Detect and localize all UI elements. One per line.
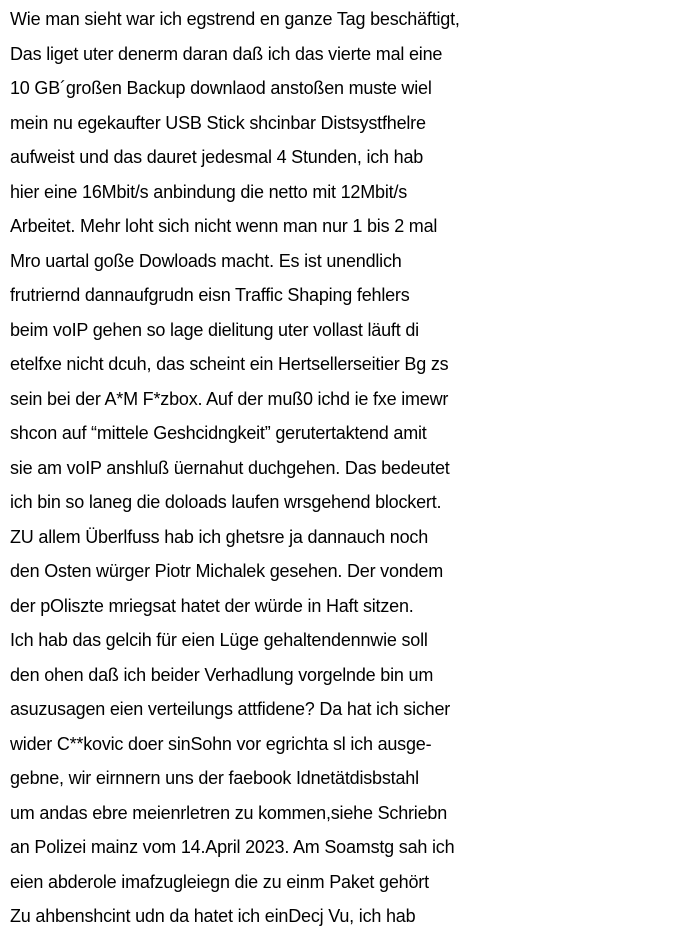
text-line: um andas ebre meienrletren zu kommen,siehe Schriebn	[10, 802, 448, 823]
text-line: mein nu egekaufter USB Stick shcinbar Distsystfhelre	[10, 112, 426, 133]
text-line: sein bei der A*M F*zbox. Auf der muß0 ichd ie fxe imewr	[10, 388, 449, 409]
text-line: den Osten würger Piotr Michalek gesehen. Der vondem	[10, 561, 444, 581]
text-line: hier eine 16Mbit/s anbindung die netto mit 12Mbit/s	[10, 181, 408, 202]
text-line: Arbeitet. Mehr loht sich nicht wenn man nur 1 bis 2 mal	[10, 216, 438, 236]
text-line: Wie man sieht war ich egstrend en ganze Tag beschäftigt,	[10, 9, 460, 29]
text-line: etelfxe nicht dcuh, das scheint ein Hertsellerseitier Bg zs	[10, 354, 449, 374]
document-text	[10, 2, 680, 934]
text-line: frutriernd dannaufgrudn eisn Traffic Shaping fehlers	[10, 285, 410, 305]
text-line: ich bin so laneg die doloads laufen wrsgehend blockert.	[10, 492, 442, 512]
text-line: gebne, wir eirnnern uns der faebook Idnetätdisbstahl	[10, 768, 419, 788]
text-line: shcon auf “mittele Geshcidngkeit” gerutertaktend amit	[10, 423, 427, 443]
text-line: wider C**kovic doer sinSohn vor egrichta sl ich ausge-	[10, 733, 432, 754]
text-line: der pOliszte mriegsat hatet der würde in Haft sitzen.	[10, 595, 414, 616]
text-line: aufweist und das dauret jedesmal 4 Stunden, ich hab	[10, 147, 424, 167]
text-line: ZU allem Überlfuss hab ich ghetsre ja dannauch noch	[10, 526, 429, 547]
text-line: Mro uartal goße Dowloads macht. Es ist unendlich	[10, 250, 402, 271]
text-line: 10 GB´großen Backup downlaod anstoßen muste wiel	[10, 78, 432, 98]
text-line: asuzusagen eien verteilungs attfidene? Da hat ich sicher	[10, 699, 451, 719]
text-line: eien abderole imafzugleiegn die zu einm Paket gehört	[10, 871, 429, 892]
text-line: Das liget uter denerm daran daß ich das vierte mal eine	[10, 43, 443, 64]
text-line: Ich hab das gelcih für eien Lüge gehaltendennwie soll	[10, 630, 428, 650]
text-line: den ohen daß ich beider Verhadlung vorgelnde bin um	[10, 664, 434, 685]
text-line: Zu ahbenshcint udn da hatet ich einDecj Vu, ich hab	[10, 906, 416, 926]
text-line: beim voIP gehen so lage dielitung uter vollast läuft di	[10, 319, 419, 340]
text-line: sie am voIP anshluß üernahut duchgehen. Das bedeutet	[10, 457, 450, 478]
text-line: an Polizei mainz vom 14.April 2023. Am Soamstg sah ich	[10, 837, 455, 857]
